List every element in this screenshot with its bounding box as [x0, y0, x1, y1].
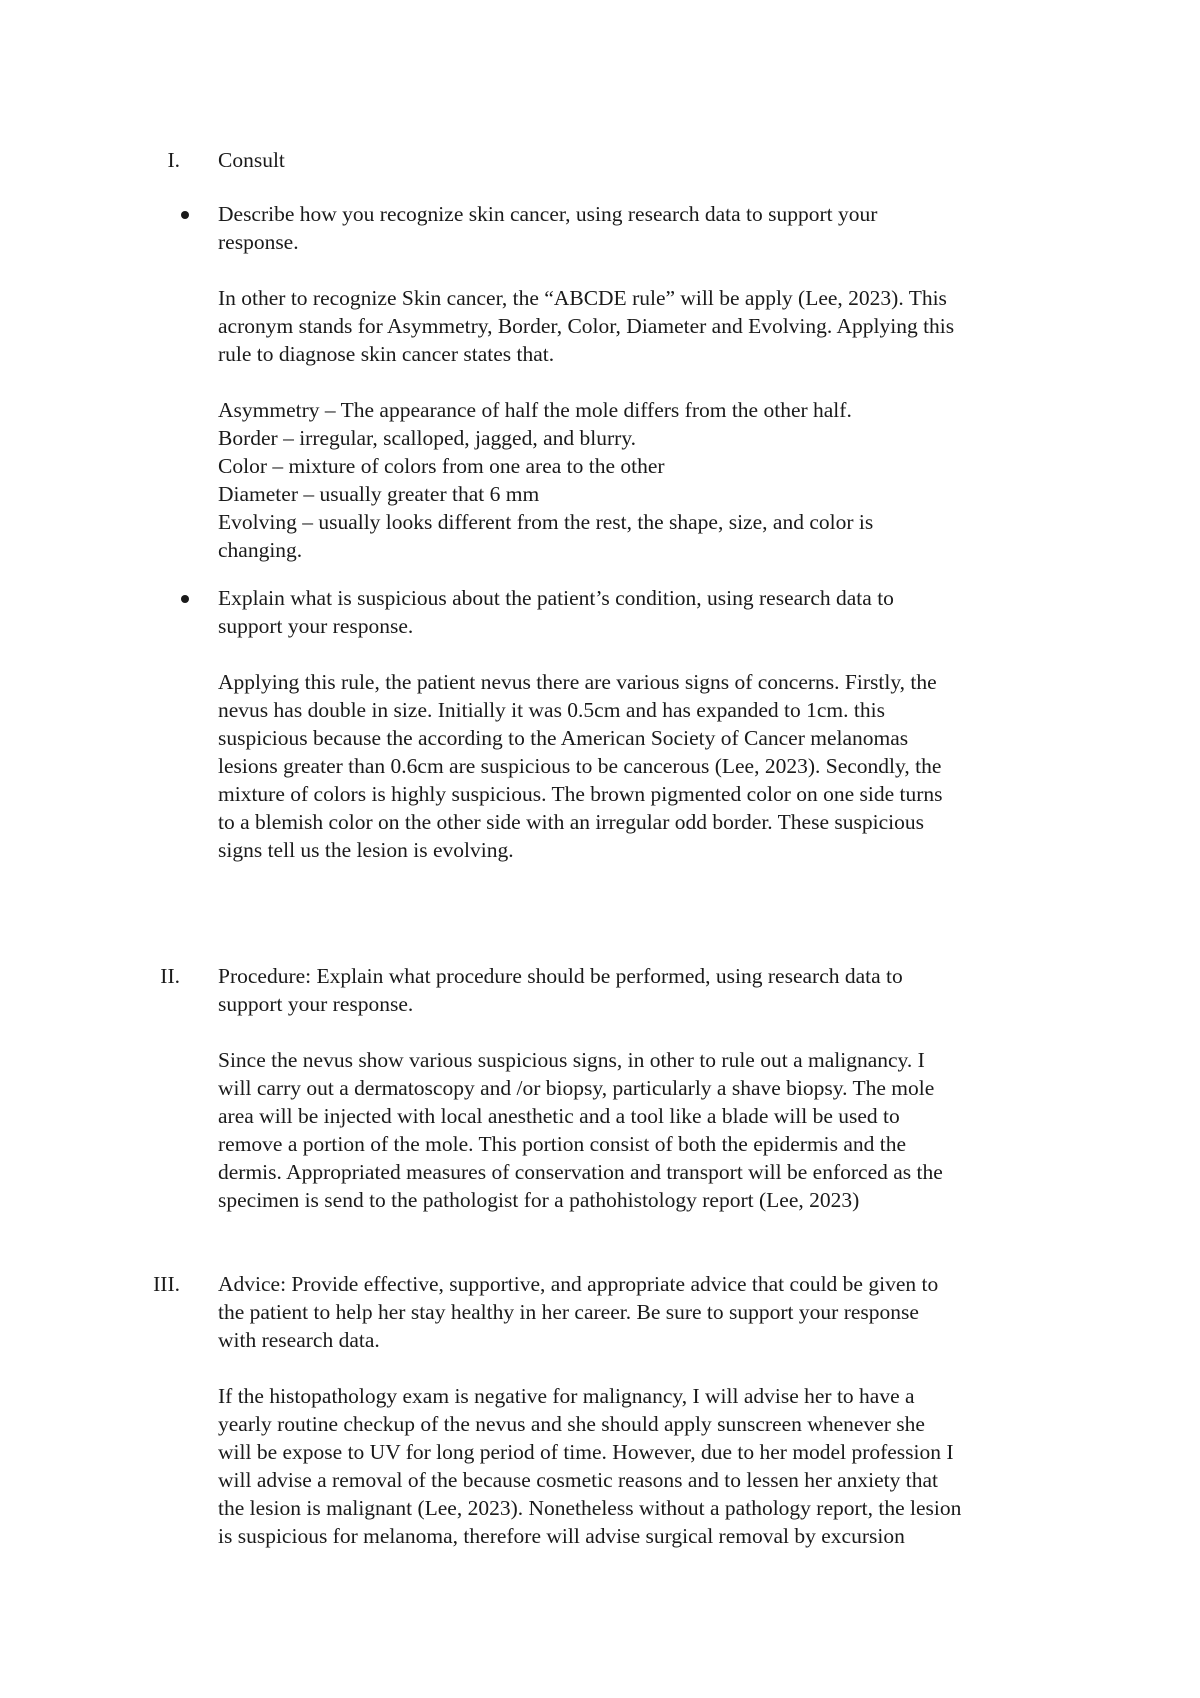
question-prompt: Procedure: Explain what procedure should be performed, using research data to support your response. — [218, 964, 903, 1016]
bullet-icon — [181, 595, 189, 603]
criterion-border: Border – irregular, scalloped, jagged, and blurry. — [218, 426, 637, 450]
answer-text: Since the nevus show various suspicious signs, in other to rule out a malignancy. I will carry out a dermatoscopy and /or biopsy, particularly a shave biopsy. The mole area will be injected with local anesthetic and a tool like a blade will be used to remove a portion of the mole. This portion consist of both the epidermis and the dermis. Appropriated measures of conservation and transport will be enforced as the specimen is send to the pathologist for a pathohistology report (Lee, 2023) — [218, 1048, 943, 1212]
answer-text: If the histopathology exam is negative for malignancy, I will advise her to have a yearly routine checkup of the nevus and she should apply sunscreen whenever she will be expose to UV for long period of time. However, due to her model profession I will advise a removal of the because cosmetic reasons and to lessen her anxiety that the lesion is malignant (Lee, 2023). Nonetheless without a pathology report, the lesion is suspicious for melanoma, therefore will advise surgical removal by excursion — [218, 1384, 962, 1548]
criterion-evolving-cont: changing. — [218, 538, 303, 562]
bullet-icon — [181, 211, 189, 219]
criterion-color: Color – mixture of colors from one area to the other — [218, 454, 665, 478]
abcde-criteria-list — [218, 396, 1078, 564]
section-numeral: II. — [160, 964, 180, 988]
answer-text: Applying this rule, the patient nevus there are various signs of concerns. Firstly, the nevus has double in size. Initially it was 0.5cm and has expanded to 1cm. this suspicious because the according to the American Society of Cancer melanomas lesions greater than 0.6cm are suspicious to be cancerous (Lee, 2023). Secondly, the mixture of colors is highly suspicious. The brown pigmented color on one side turns to a blemish color on the other side with an irregular odd border. These suspicious signs tell us the lesion is evolving. — [218, 670, 943, 862]
criterion-asymmetry: Asymmetry – The appearance of half the mole differs from the other half. — [218, 398, 852, 422]
section-numeral: I. — [167, 148, 180, 172]
answer-intro: In other to recognize Skin cancer, the “ABCDE rule” will be apply (Lee, 2023). This acronym stands for Asymmetry, Border, Color, Diameter and Evolving. Applying this rule to diagnose skin cancer states that. — [218, 286, 955, 366]
section-heading: Consult — [218, 148, 285, 172]
question-prompt: Advice: Provide effective, supportive, and appropriate advice that could be given to the patient to help her stay healthy in her career. Be sure to support your response with research data. — [218, 1272, 939, 1352]
criterion-diameter: Diameter – usually greater that 6 mm — [218, 482, 540, 506]
criterion-evolving: Evolving – usually looks different from the rest, the shape, size, and color is — [218, 510, 874, 534]
question-prompt: Explain what is suspicious about the patient’s condition, using research data to support your response. — [218, 586, 894, 638]
section-numeral: III. — [153, 1272, 180, 1296]
question-prompt: Describe how you recognize skin cancer, using research data to support your response. — [218, 202, 878, 254]
